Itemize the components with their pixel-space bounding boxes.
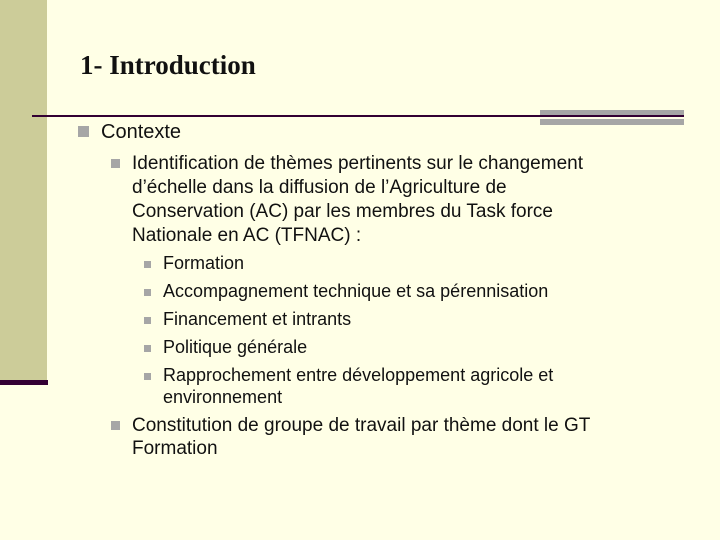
bullet-square-icon xyxy=(78,126,89,137)
title-accent-bar xyxy=(540,110,684,115)
subitem-financement: Financement et intrants xyxy=(163,309,352,329)
slide-title: 1- Introduction xyxy=(80,50,256,80)
item1-line4: Nationale en AC (TFNAC) : xyxy=(132,225,362,246)
subitem-accompagnement: Accompagnement technique et sa pérennisation xyxy=(163,281,549,301)
item1-line2: d’échelle dans la diffusion de l’Agriculture de xyxy=(132,177,507,198)
bullet-square-icon xyxy=(144,289,151,296)
bullet-square-icon xyxy=(111,421,120,430)
left-band-edge xyxy=(0,380,48,385)
subitem-formation: Formation xyxy=(163,253,245,273)
bullet-square-icon xyxy=(144,261,151,268)
bullet-square-icon xyxy=(144,317,151,324)
title-accent-bar-lower xyxy=(540,119,684,125)
item1-line1: Identification de thèmes pertinents sur le changement xyxy=(132,153,583,174)
left-decor-band xyxy=(0,0,47,384)
subitem-politique: Politique générale xyxy=(163,337,308,357)
item1-line3: Conservation (AC) par les membres du Task force xyxy=(132,201,553,222)
subitem-rapprochement-cont: environnement xyxy=(163,387,283,407)
heading-contexte: Contexte xyxy=(101,121,182,143)
bullet-square-icon xyxy=(144,345,151,352)
bullet-square-icon xyxy=(111,159,120,168)
subitem-rapprochement: Rapprochement entre développement agricole et xyxy=(163,365,554,385)
item2-line1: Constitution de groupe de travail par thème dont le GT xyxy=(132,415,591,436)
bullet-square-icon xyxy=(144,373,151,380)
title-rule xyxy=(32,115,684,117)
item2-line2: Formation xyxy=(132,438,218,459)
